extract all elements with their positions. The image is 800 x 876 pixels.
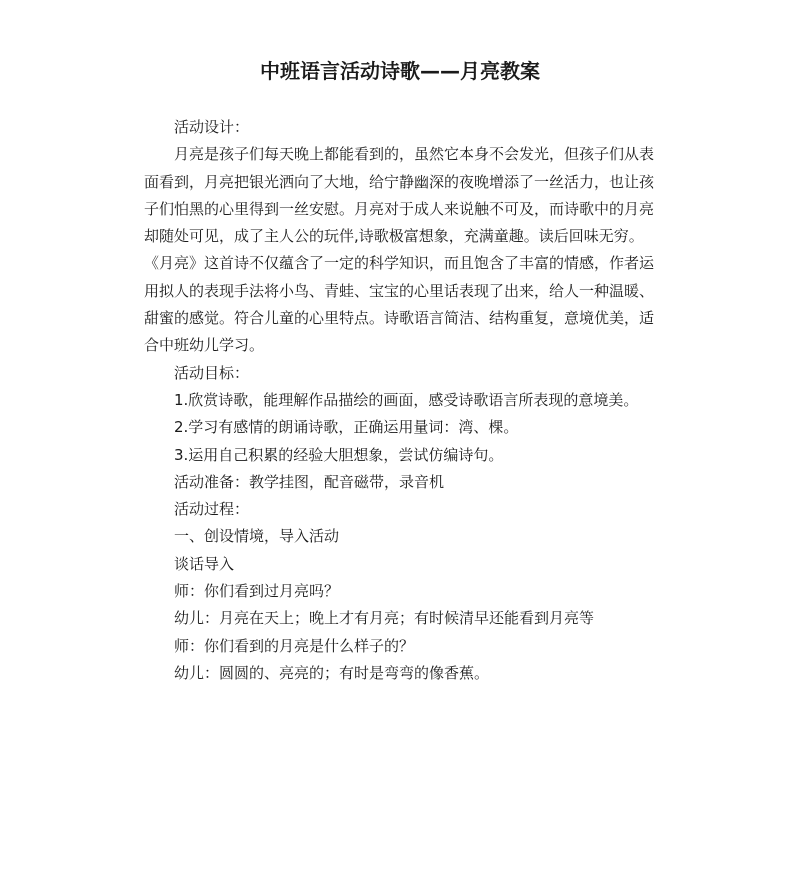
document-body xyxy=(144,114,664,687)
dialogue-line-2: 幼儿：月亮在天上；晚上才有月亮；有时候清早还能看到月亮等 xyxy=(174,609,595,628)
design-paragraph: 月亮是孩子们每天晚上都能看到的，虽然它本身不会发光，但孩子们从表面看到，月亮把银光洒向了大地，给宁静幽深的夜晚增添了一丝活力，也让孩子们怕黑的心里得到一丝安慰。月亮对于成人来说触不可及，而诗歌中的月亮却随处可见，成了主人公的玩伴,诗歌极富想象，充满童趣。读后回味无穷。《月亮》这首诗不仅蕴含了一定的科学知识，而且饱含了丰富的情感，作者运用拟人的表现手法将小鸟、青蛙、宝宝的心里话表现了出来，给人一种温暖、甜蜜的感觉。符合儿童的心里特点。诗歌语言简洁、结构重复，意境优美，适合中班幼儿学习。 xyxy=(144,145,655,355)
document-title: 中班语言活动诗歌——月亮教案 xyxy=(260,59,540,83)
dialogue-line-3: 师：你们看到的月亮是什么样子的？ xyxy=(174,636,415,655)
design-heading: 活动设计： xyxy=(174,118,250,136)
goals-heading: 活动目标： xyxy=(174,363,250,382)
step-1-heading: 一、创设情境，导入活动 xyxy=(174,527,340,546)
intro-line: 谈话导入 xyxy=(174,554,235,573)
dialogue-line-1: 师：你们看到过月亮吗？ xyxy=(174,582,340,601)
preparation-line: 活动准备：教学挂图，配音磁带，录音机 xyxy=(174,472,445,491)
goal-item-3: 3.运用自己积累的经验大胆想象，尝试仿编诗句。 xyxy=(174,445,504,464)
process-heading: 活动过程： xyxy=(174,500,250,519)
goal-item-1: 1.欣赏诗歌，能理解作品描绘的画面，感受诗歌语言所表现的意境美。 xyxy=(174,390,639,409)
dialogue-line-4: 幼儿：圆圆的、亮亮的；有时是弯弯的像香蕉。 xyxy=(174,663,490,682)
goal-item-2: 2.学习有感情的朗诵诗歌，正确运用量词：湾、棵。 xyxy=(174,418,519,437)
